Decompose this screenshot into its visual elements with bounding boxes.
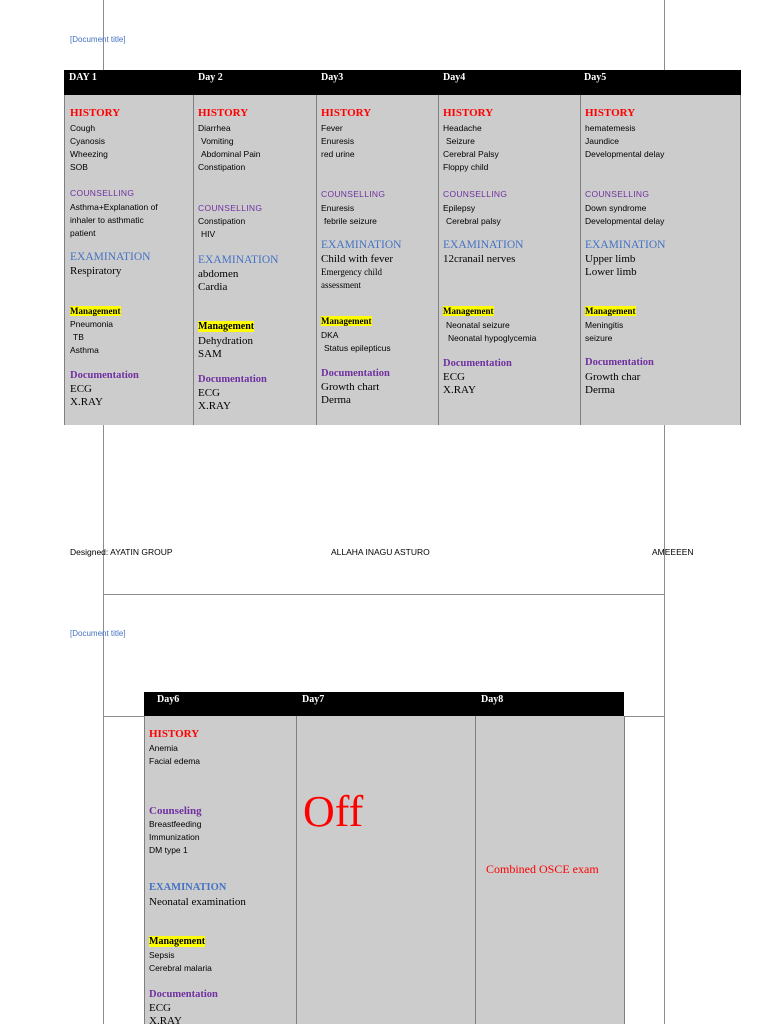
schedule-header-row-page-2: [144, 692, 624, 716]
day-5-examination-list: [585, 253, 637, 279]
schedule-header-row: [64, 70, 741, 95]
list-item: hematemesis: [585, 123, 636, 133]
day-6-examination-list: [149, 896, 246, 909]
day-5-history-list: [585, 122, 664, 161]
list-item: Derma: [585, 384, 615, 396]
list-item: Child with fever: [321, 253, 394, 265]
list-item: TB: [73, 332, 84, 342]
day-1-examination-title: EXAMINATION: [70, 251, 151, 263]
day-3-management-list: [321, 329, 391, 355]
day-2-examination-list: [198, 268, 238, 294]
day-2-history-title: HISTORY: [198, 107, 249, 119]
day-4-counselling-title: COUNSELLING: [443, 189, 508, 199]
list-item: Vomiting: [201, 136, 234, 146]
day-1-column: [64, 95, 194, 425]
day-2-history-list: [198, 122, 261, 174]
day-3-examination-list: [321, 253, 393, 292]
day-3-documentation-list: [321, 381, 379, 407]
list-item: abdomen: [198, 268, 239, 280]
day-4-documentation-list: [443, 371, 476, 397]
day-6-counseling-list: [149, 818, 201, 857]
day-7-off-label: Off: [303, 787, 364, 836]
day-4-management-title: Management: [443, 306, 494, 316]
page2-right-border: [664, 594, 665, 1024]
header-day-1: DAY 1: [69, 72, 97, 83]
list-item: Asthma+Explanation of: [70, 202, 158, 212]
list-item: Headache: [443, 123, 482, 133]
day-1-counselling-title: COUNSELLING: [70, 188, 135, 198]
list-item: red urine: [321, 149, 355, 159]
day-2-column: [194, 95, 317, 425]
day-4-examination-list: [443, 253, 515, 266]
list-item: SAM: [198, 348, 222, 360]
day-6-management-title: Management: [149, 936, 206, 947]
list-item: seizure: [585, 333, 613, 343]
list-item: Floppy child: [443, 162, 489, 172]
day-2-examination-title: EXAMINATION: [198, 254, 279, 266]
header-day-2: Day 2: [198, 72, 223, 83]
list-item: Growth chart: [321, 381, 380, 393]
header-day-3: Day3: [321, 72, 344, 83]
list-item: Status epilepticus: [324, 343, 391, 353]
day-6-examination-title: EXAMINATION: [149, 882, 227, 893]
list-item: Constipation: [198, 162, 246, 172]
day-2-counselling-title: COUNSELLING: [198, 203, 263, 213]
header-day-8: Day8: [481, 694, 504, 705]
list-item: Facial edema: [149, 756, 201, 766]
list-item: Down syndrome: [585, 203, 647, 213]
day-4-column: [439, 95, 581, 425]
list-item: Cerebral Palsy: [443, 149, 499, 159]
list-item: Neonatal examination: [149, 896, 246, 908]
page-separator: [103, 594, 665, 595]
day-5-documentation-title: Documentation: [585, 357, 654, 368]
footer-designed-by: Designed: AYATIN GROUP: [70, 547, 173, 557]
day-1-documentation-title: Documentation: [70, 370, 139, 381]
table-rule-left: [103, 716, 144, 717]
header-day-4: Day4: [443, 72, 466, 83]
list-item: ECG: [443, 371, 465, 383]
table-rule-right: [624, 716, 665, 717]
day-5-documentation-list: [585, 371, 640, 397]
list-item: Derma: [321, 394, 351, 406]
list-item: Fever: [321, 123, 343, 133]
day-4-counselling-list: [443, 202, 501, 228]
list-item: Neonatal seizure: [446, 320, 510, 330]
day-1-management-title: Management: [70, 306, 121, 316]
day-4-examination-title: EXAMINATION: [443, 239, 524, 251]
day-1-documentation-list: [70, 383, 103, 409]
list-item: Respiratory: [70, 265, 122, 277]
day-6-history-list: [149, 742, 200, 768]
day-3-history-title: HISTORY: [321, 107, 372, 119]
list-item: Breastfeeding: [149, 819, 202, 829]
page2-left-border: [103, 594, 104, 1024]
list-item: Enuresis: [321, 203, 355, 213]
list-item: Cerebral malaria: [149, 963, 212, 973]
day-2-management-list: [198, 335, 253, 361]
list-item: Cyanosis: [70, 136, 105, 146]
day-2-documentation-title: Documentation: [198, 374, 267, 385]
day-5-history-title: HISTORY: [585, 107, 636, 119]
header-day-7: Day7: [302, 694, 325, 705]
day-4-history-title: HISTORY: [443, 107, 494, 119]
list-item: Emergency child: [321, 267, 383, 277]
day-5-counselling-title: COUNSELLING: [585, 189, 650, 199]
list-item: Diarrhea: [198, 123, 231, 133]
document-title-page-2: [Document title]: [70, 629, 126, 638]
list-item: Pneumonia: [70, 319, 114, 329]
list-item: Developmental delay: [585, 216, 665, 226]
list-item: Wheezing: [70, 149, 108, 159]
list-item: Neonatal hypoglycemia: [448, 333, 537, 343]
list-item: Seizure: [446, 136, 475, 146]
list-item: Growth char: [585, 371, 641, 383]
list-item: Anemia: [149, 743, 178, 753]
day-3-management-title: Management: [321, 316, 372, 326]
list-item: SOB: [70, 162, 88, 172]
footer-center-text: ALLAHA INAGU ASTURO: [331, 547, 430, 557]
day-8-osce-label: Combined OSCE exam: [486, 862, 599, 876]
day-3-history-list: [321, 122, 355, 161]
list-item: Lower limb: [585, 266, 637, 278]
list-item: DM type 1: [149, 845, 188, 855]
footer-right-text: AMEEEEN: [652, 547, 694, 557]
document-title: [Document title]: [70, 35, 126, 44]
list-item: X.RAY: [149, 1015, 182, 1024]
list-item: HIV: [201, 229, 216, 239]
day-3-counselling-list: [321, 202, 377, 228]
list-item: Cough: [70, 123, 96, 133]
day-2-documentation-list: [198, 387, 231, 413]
list-item: Jaundice: [585, 136, 620, 146]
day-5-counselling-list: [585, 202, 664, 228]
list-item: ECG: [198, 387, 220, 399]
day-4-history-list: [443, 122, 499, 174]
list-item: patient: [70, 228, 96, 238]
day-4-documentation-title: Documentation: [443, 358, 512, 369]
day-1-examination-list: [70, 265, 121, 278]
day-3-examination-title: EXAMINATION: [321, 239, 402, 251]
day-5-management-title: Management: [585, 306, 636, 316]
list-item: Immunization: [149, 832, 200, 842]
day-6-documentation-list: [149, 1002, 182, 1024]
list-item: ECG: [149, 1002, 171, 1014]
list-item: inhaler to asthmatic: [70, 215, 144, 225]
list-item: Epilepsy: [443, 203, 476, 213]
list-item: Developmental delay: [585, 149, 665, 159]
day-5-examination-title: EXAMINATION: [585, 239, 666, 251]
list-item: Abdominal Pain: [201, 149, 261, 159]
list-item: Enuresis: [321, 136, 355, 146]
header-day-6: Day6: [157, 694, 180, 705]
list-item: X.RAY: [198, 400, 231, 412]
list-item: 12cranail nerves: [443, 253, 516, 265]
day-1-history-list: [70, 122, 108, 174]
day-2-counselling-list: [198, 215, 245, 241]
day-2-management-title: Management: [198, 321, 255, 332]
list-item: assessment: [321, 280, 361, 290]
list-item: Sepsis: [149, 950, 175, 960]
day-4-management-list: [443, 319, 536, 345]
day-5-management-list: [585, 319, 623, 345]
day-6-management-list: [149, 949, 212, 975]
list-item: X.RAY: [70, 396, 103, 408]
list-item: Meningitis: [585, 320, 624, 330]
day-8-column: [476, 716, 625, 1024]
day-3-counselling-title: COUNSELLING: [321, 189, 386, 199]
list-item: Dehydration: [198, 335, 253, 347]
day-6-documentation-title: Documentation: [149, 989, 218, 1000]
list-item: X.RAY: [443, 384, 476, 396]
day-1-history-title: HISTORY: [70, 107, 121, 119]
list-item: Cardia: [198, 281, 228, 293]
list-item: Constipation: [198, 216, 246, 226]
day-5-column: [581, 95, 741, 425]
day-6-history-title: HISTORY: [149, 728, 200, 740]
day-7-column: [297, 716, 476, 1024]
day-3-column: [317, 95, 439, 425]
day-6-column: [144, 716, 297, 1024]
day-3-documentation-title: Documentation: [321, 368, 390, 379]
list-item: Cerebral palsy: [446, 216, 501, 226]
day-1-counselling-list: [70, 201, 158, 240]
list-item: Asthma: [70, 345, 99, 355]
header-day-5: Day5: [584, 72, 607, 83]
list-item: DKA: [321, 330, 339, 340]
list-item: Upper limb: [585, 253, 636, 265]
day-6-counseling-title: Counseling: [149, 805, 202, 817]
list-item: febrile seizure: [324, 216, 377, 226]
list-item: ECG: [70, 383, 92, 395]
day-1-management-list: [70, 318, 113, 357]
